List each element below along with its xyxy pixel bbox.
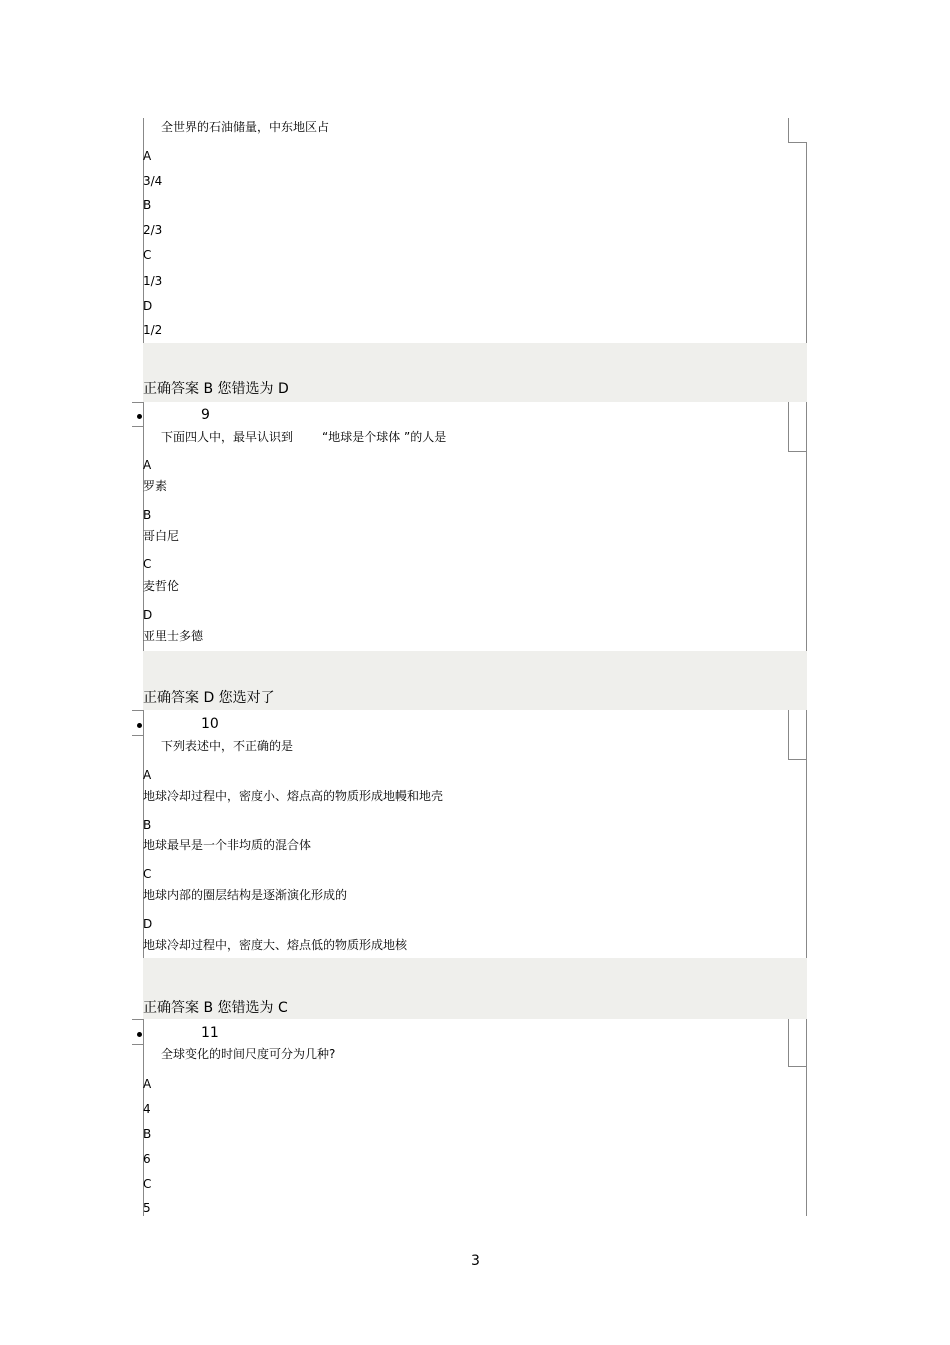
frame-notch: [132, 1019, 144, 1020]
option-text[interactable]: 2/3: [143, 223, 163, 237]
option-text[interactable]: 3/4: [143, 174, 163, 188]
option-text[interactable]: 5: [143, 1201, 151, 1215]
option-text[interactable]: 1/2: [143, 323, 163, 337]
option-text[interactable]: 1/3: [143, 274, 163, 288]
question-bullet: [137, 1032, 142, 1037]
option-letter[interactable]: A: [143, 768, 152, 782]
option-text[interactable]: 地球最早是一个非均质的混合体: [143, 838, 312, 852]
option-text[interactable]: 6: [143, 1152, 151, 1166]
frame-notch: [788, 1066, 807, 1067]
answer-feedback: 正确答案 D 您选对了: [143, 690, 275, 706]
frame-notch: [788, 1019, 789, 1067]
frame-notch: [132, 402, 144, 403]
question-text-quote: “地球是个球体 ”的人是: [322, 430, 447, 444]
option-text[interactable]: 亚里士多德: [143, 629, 204, 643]
frame-notch: [788, 118, 789, 143]
option-letter[interactable]: C: [143, 867, 152, 881]
frame-notch: [132, 1044, 144, 1045]
question-bullet: [137, 723, 142, 728]
question-number: 10: [201, 716, 219, 732]
option-letter[interactable]: C: [143, 1177, 152, 1191]
option-text[interactable]: 罗素: [143, 479, 168, 493]
frame-notch: [788, 759, 807, 760]
question-text: 全球变化的时间尺度可分为几种?: [161, 1047, 336, 1061]
frame-notch: [788, 451, 807, 452]
question-text: 全世界的石油储量，中东地区占: [161, 120, 330, 134]
option-letter[interactable]: B: [143, 818, 152, 832]
frame-notch: [132, 426, 144, 427]
option-text[interactable]: 地球冷却过程中，密度大、熔点低的物质形成地核: [143, 938, 408, 952]
frame-notch: [132, 735, 144, 736]
option-letter[interactable]: A: [143, 458, 152, 472]
frame-notch: [788, 142, 807, 143]
question-bullet: [137, 414, 142, 419]
option-letter[interactable]: C: [143, 557, 152, 571]
option-letter[interactable]: A: [143, 149, 152, 163]
frame-notch: [788, 710, 789, 760]
option-text[interactable]: 哥白尼: [143, 529, 180, 543]
option-letter[interactable]: B: [143, 1127, 152, 1141]
answer-feedback: 正确答案 B 您错选为 C: [143, 1000, 288, 1016]
question-number: 9: [201, 407, 210, 423]
option-letter[interactable]: B: [143, 508, 152, 522]
option-letter[interactable]: D: [143, 917, 153, 931]
answer-feedback: 正确答案 B 您错选为 D: [143, 381, 289, 397]
page-number: 3: [471, 1253, 480, 1269]
option-text[interactable]: 麦哲伦: [143, 579, 180, 593]
question-text: 下面四人中，最早认识到: [161, 430, 294, 444]
option-text[interactable]: 地球冷却过程中，密度小、熔点高的物质形成地幔和地壳: [143, 789, 444, 803]
option-text[interactable]: 地球内部的圈层结构是逐渐演化形成的: [143, 888, 348, 902]
option-letter[interactable]: C: [143, 248, 152, 262]
option-letter[interactable]: B: [143, 198, 152, 212]
frame-notch: [788, 402, 789, 452]
frame-notch: [132, 710, 144, 711]
option-letter[interactable]: A: [143, 1077, 152, 1091]
option-letter[interactable]: D: [143, 299, 153, 313]
option-letter[interactable]: D: [143, 608, 153, 622]
question-number: 11: [201, 1025, 219, 1041]
option-text[interactable]: 4: [143, 1102, 151, 1116]
question-text: 下列表述中，不正确的是: [161, 739, 294, 753]
